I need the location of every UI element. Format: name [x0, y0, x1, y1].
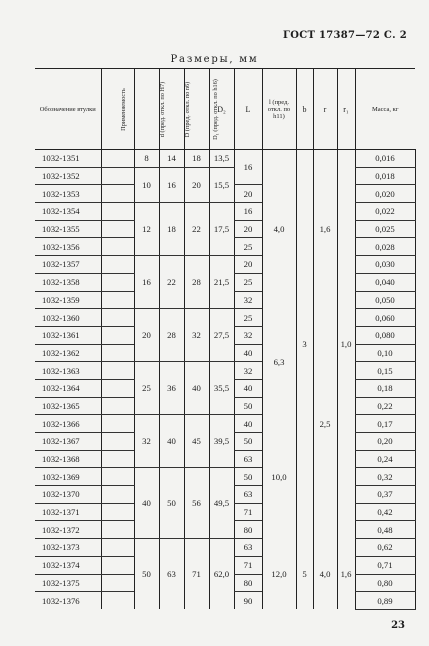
D2-cell: 27,5 — [209, 309, 234, 362]
L-cell: 16 — [234, 203, 262, 221]
designation-cell: 1032-1376 — [42, 595, 80, 606]
col-D2: D₂ — [209, 69, 234, 150]
D1-cell: 56 — [184, 468, 209, 539]
D1-cell: 22 — [184, 203, 209, 256]
D2-cell: 49,5 — [209, 468, 234, 539]
applicability-cell — [101, 450, 134, 468]
col-mass: Масса, кг — [355, 69, 415, 150]
mass-cell: 0,080 — [355, 326, 415, 344]
l-cell: 10,0 — [262, 415, 296, 539]
b-cell: 5 — [296, 539, 313, 610]
mass-cell: 0,20 — [355, 433, 415, 451]
l-cell: 4,0 — [262, 150, 296, 309]
designation-cell: 1032-1356 — [35, 238, 101, 256]
mass-cell: 0,42 — [355, 503, 415, 521]
mass-cell: 0,22 — [355, 397, 415, 415]
mass-cell: 0,71 — [355, 556, 415, 574]
L-cell: 71 — [234, 503, 262, 521]
designation-cell: 1032-1360 — [35, 309, 101, 327]
applicability-cell — [101, 185, 134, 203]
applicability-cell — [101, 309, 134, 327]
D-cell: 18 — [159, 203, 184, 256]
applicability-cell — [101, 574, 134, 592]
mass-cell: 0,016 — [355, 150, 415, 168]
D2-cell: 39,5 — [209, 415, 234, 468]
designation-cell: 1032-1362 — [35, 344, 101, 362]
mass-cell: 0,32 — [355, 468, 415, 486]
L-cell: 25 — [234, 273, 262, 291]
designation-cell: 1032-1369 — [35, 468, 101, 486]
col-D1: D₁ (пред. откл. по h16) — [184, 69, 209, 150]
mass-cell: 0,15 — [355, 362, 415, 380]
applicability-cell — [101, 503, 134, 521]
L-cell: 90 — [234, 592, 262, 610]
r1-cell: 1,6 — [337, 539, 355, 610]
L-cell: 50 — [234, 433, 262, 451]
L-cell: 80 — [234, 574, 262, 592]
table-body — [35, 150, 415, 610]
L-cell: 71 — [234, 556, 262, 574]
L-cell: 40 — [234, 344, 262, 362]
designation-cell: 1032-1372 — [35, 521, 101, 539]
d-cell: 32 — [134, 415, 159, 468]
col-r1: r₁ — [337, 69, 355, 150]
b-cell: 3 — [296, 150, 313, 539]
D2-cell: 15,5 — [209, 167, 234, 202]
D1-cell: 40 — [184, 362, 209, 415]
d-cell: 20 — [134, 309, 159, 362]
dimensions-table — [35, 68, 416, 610]
applicability-cell — [101, 433, 134, 451]
D-cell: 50 — [159, 468, 184, 539]
d-cell: 40 — [134, 468, 159, 539]
designation-cell: 1032-1367 — [35, 433, 101, 451]
designation-cell: 1032-1361 — [35, 326, 101, 344]
D1-cell: 32 — [184, 309, 209, 362]
applicability-cell — [101, 592, 134, 610]
col-L: L — [234, 69, 262, 150]
designation-cell: 1032-1370 — [35, 486, 101, 504]
col-b: b — [296, 69, 313, 150]
designation-cell: 1032-1366 — [35, 415, 101, 433]
r-cell: 2,5 — [313, 309, 337, 539]
D1-cell: 45 — [184, 415, 209, 468]
col-r: r — [313, 69, 337, 150]
d-cell: 12 — [134, 203, 159, 256]
applicability-cell — [101, 362, 134, 380]
designation-cell: 1032-1351 — [35, 150, 101, 168]
applicability-cell — [101, 539, 134, 557]
applicability-cell — [101, 150, 134, 168]
applicability-cell — [101, 256, 134, 274]
applicability-cell — [101, 238, 134, 256]
col-d: d (пред. откл. по H7) — [134, 69, 159, 150]
D1-cell: 20 — [184, 167, 209, 202]
designation-cell: 1032-1354 — [35, 203, 101, 221]
D1-cell: 18 — [184, 150, 209, 168]
designation-cell: 1032-1374 — [35, 556, 101, 574]
L-cell: 63 — [234, 539, 262, 557]
mass-cell: 0,89 — [355, 592, 415, 610]
L-cell: 40 — [234, 415, 262, 433]
D-cell: 36 — [159, 362, 184, 415]
D-cell: 63 — [159, 539, 184, 610]
applicability-cell — [101, 326, 134, 344]
l-cell: 12,0 — [262, 539, 296, 610]
d-cell: 50 — [134, 539, 159, 610]
d-cell: 16 — [134, 256, 159, 309]
l-cell: 6,3 — [262, 309, 296, 415]
mass-cell: 0,050 — [355, 291, 415, 309]
d-cell: 10 — [134, 167, 159, 202]
D2-cell: 35,5 — [209, 362, 234, 415]
D-cell: 40 — [159, 415, 184, 468]
mass-cell: 0,028 — [355, 238, 415, 256]
D-cell: 28 — [159, 309, 184, 362]
designation-cell: 1032-1352 — [35, 167, 101, 185]
page-number: 23 — [391, 620, 405, 631]
L-cell: 20 — [234, 220, 262, 238]
table-caption: Размеры, мм — [170, 54, 259, 65]
designation-cell: 1032-1368 — [35, 450, 101, 468]
D1-cell: 71 — [184, 539, 209, 610]
d-cell: 8 — [134, 150, 159, 168]
applicability-cell — [101, 468, 134, 486]
D2-cell: 21,5 — [209, 256, 234, 309]
designation-cell: 1032-1371 — [35, 503, 101, 521]
mass-cell: 0,10 — [355, 344, 415, 362]
applicability-cell — [101, 521, 134, 539]
page-header: ГОСТ 17387—72 С. 2 — [283, 30, 407, 41]
D2-cell: 17,5 — [209, 203, 234, 256]
designation-cell: 1032-1375 — [35, 574, 101, 592]
col-applicability: Применяемость — [101, 69, 134, 150]
mass-cell: 0,62 — [355, 539, 415, 557]
L-cell: 40 — [234, 379, 262, 397]
col-D: D (пред. откл. по n6) — [159, 69, 184, 150]
designation-cell: 1032-1353 — [35, 185, 101, 203]
mass-cell: 0,80 — [355, 574, 415, 592]
designation-cell: 1032-1358 — [35, 273, 101, 291]
D-cell: 14 — [159, 150, 184, 168]
L-cell: 63 — [234, 486, 262, 504]
D-cell: 16 — [159, 167, 184, 202]
D1-cell: 28 — [184, 256, 209, 309]
applicability-cell — [101, 415, 134, 433]
mass-cell: 0,060 — [355, 309, 415, 327]
L-cell: 16 — [234, 150, 262, 185]
L-cell: 50 — [234, 468, 262, 486]
applicability-cell — [101, 397, 134, 415]
r-cell: 1,6 — [313, 150, 337, 309]
mass-cell: 0,025 — [355, 220, 415, 238]
L-cell: 63 — [234, 450, 262, 468]
r-cell: 4,0 — [313, 539, 337, 610]
L-cell: 20 — [234, 256, 262, 274]
applicability-cell — [101, 379, 134, 397]
applicability-cell — [101, 344, 134, 362]
d-cell: 25 — [134, 362, 159, 415]
L-cell: 20 — [234, 185, 262, 203]
mass-cell: 0,030 — [355, 256, 415, 274]
col-designation: Обозначение втулки — [35, 69, 101, 150]
L-cell: 50 — [234, 397, 262, 415]
mass-cell: 0,48 — [355, 521, 415, 539]
D2-cell: 13,5 — [209, 150, 234, 168]
D2-cell: 62,0 — [209, 539, 234, 610]
designation-cell: 1032-1364 — [35, 379, 101, 397]
mass-cell: 0,020 — [355, 185, 415, 203]
applicability-cell — [101, 556, 134, 574]
mass-cell: 0,24 — [355, 450, 415, 468]
mass-cell: 0,37 — [355, 486, 415, 504]
L-cell: 80 — [234, 521, 262, 539]
applicability-cell — [101, 220, 134, 238]
applicability-cell — [101, 203, 134, 221]
L-cell: 25 — [234, 238, 262, 256]
mass-cell: 0,18 — [355, 379, 415, 397]
r1-cell: 1,0 — [337, 150, 355, 539]
applicability-cell — [101, 273, 134, 291]
mass-cell: 0,018 — [355, 167, 415, 185]
mass-cell: 0,17 — [355, 415, 415, 433]
designation-cell: 1032-1355 — [35, 220, 101, 238]
col-l: l (пред. откл. по h11) — [262, 69, 296, 150]
mass-cell: 0,022 — [355, 203, 415, 221]
designation-cell: 1032-1365 — [35, 397, 101, 415]
L-cell: 32 — [234, 362, 262, 380]
applicability-cell — [101, 291, 134, 309]
designation-cell: 1032-1359 — [35, 291, 101, 309]
designation-cell: 1032-1363 — [35, 362, 101, 380]
applicability-cell — [101, 486, 134, 504]
D-cell: 22 — [159, 256, 184, 309]
mass-cell: 0,040 — [355, 273, 415, 291]
designation-cell: 1032-1357 — [35, 256, 101, 274]
L-cell: 32 — [234, 326, 262, 344]
L-cell: 32 — [234, 291, 262, 309]
applicability-cell — [101, 167, 134, 185]
designation-cell: 1032-1373 — [35, 539, 101, 557]
L-cell: 25 — [234, 309, 262, 327]
